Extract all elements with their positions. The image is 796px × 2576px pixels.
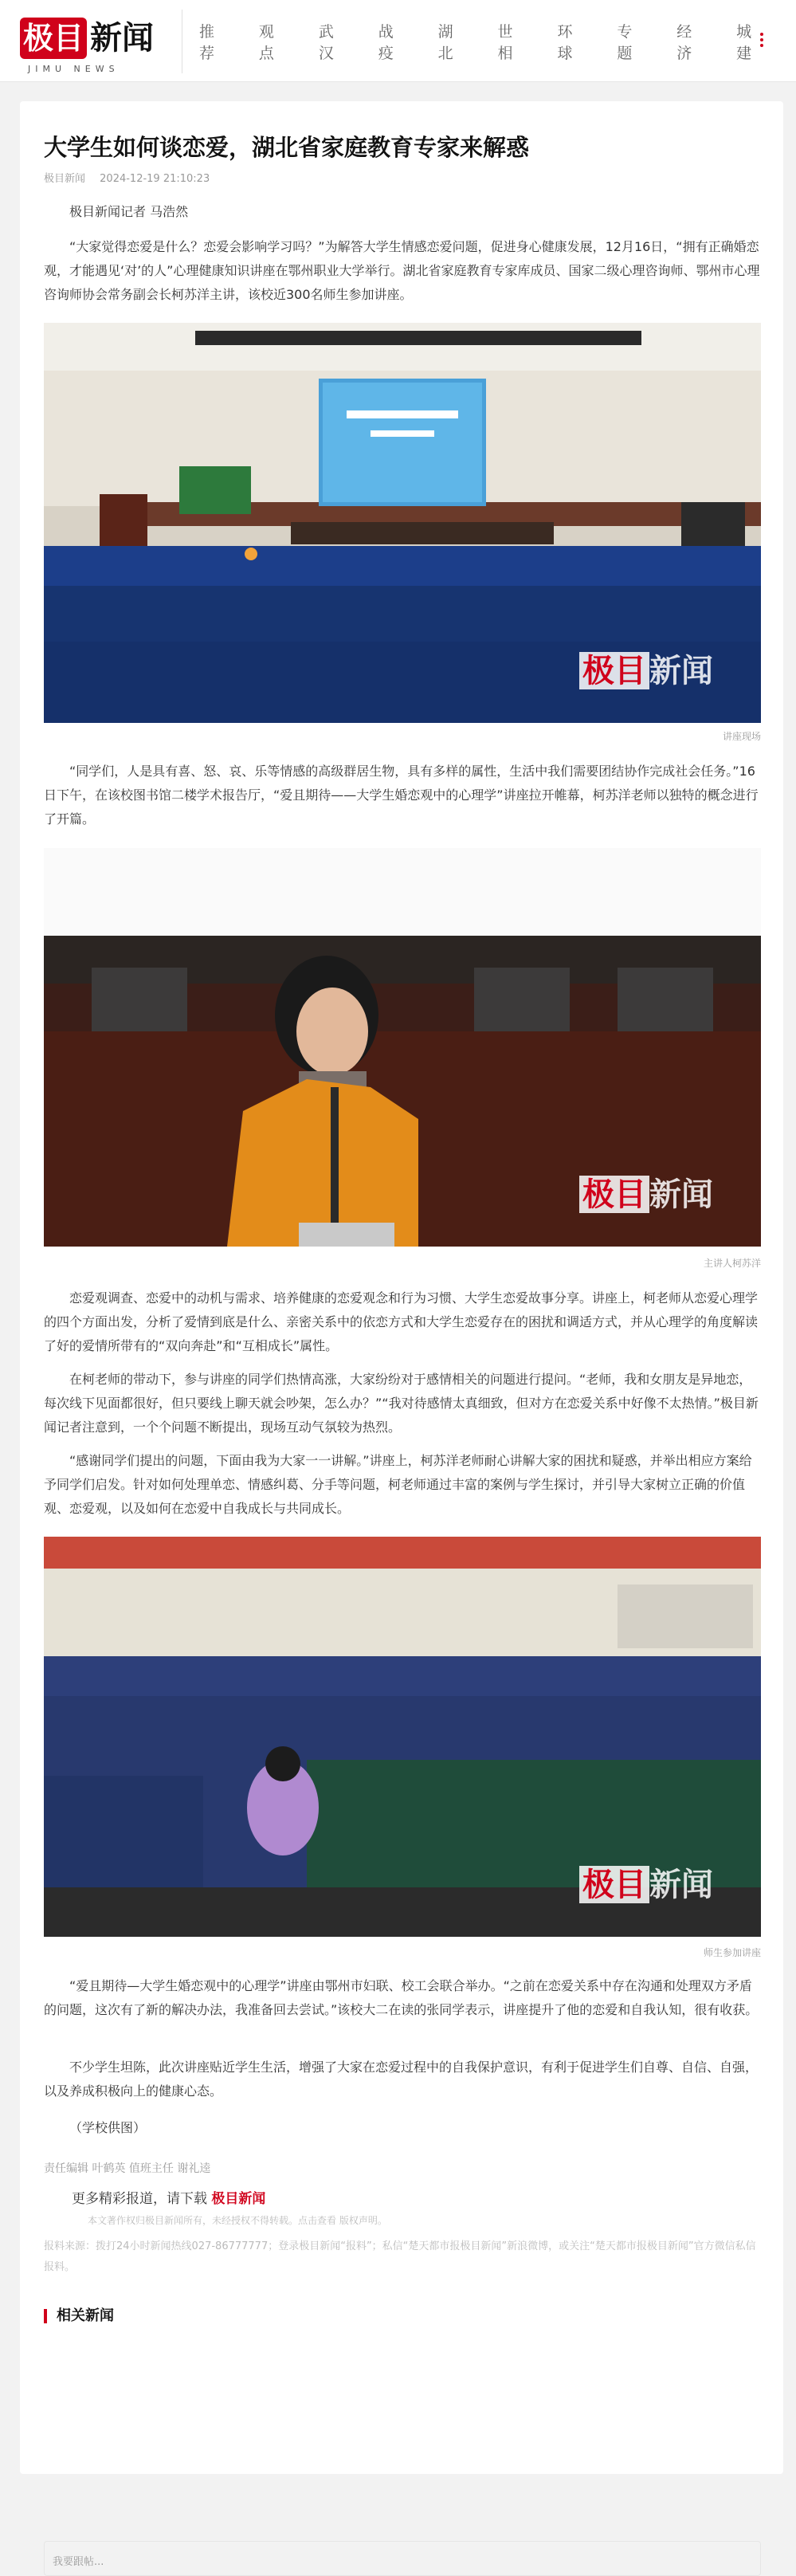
photo-audience	[44, 1537, 761, 1937]
site-logo[interactable]	[20, 18, 171, 73]
article-date: 2024-12-19 21:10:23	[100, 173, 210, 185]
nav-item-recommend[interactable]: 推荐	[199, 22, 215, 62]
article-card	[20, 101, 783, 2568]
nav-item-economy[interactable]: 经济	[676, 22, 692, 62]
nav-item-epidemic[interactable]: 战疫	[378, 22, 394, 62]
article-title: 大学生如何谈恋爱，湖北省家庭教育专家来解惑	[44, 134, 530, 161]
paragraph-6: “爱且期待—大学生婚恋观中的心理学”讲座由鄂州市妇联、校工会联合举办。“之前在恋爱关系中存在沟通和处理双方矛盾的问题，这次有了新的解决办法，我准备回去尝试。”该校大二在读的张同学表示，讲座提升了他的恋爱和自我认知，很有收获。	[44, 1978, 759, 2017]
comment-input[interactable]: 我要跟帖...	[44, 2541, 761, 2576]
nav-item-urban[interactable]: 城建	[736, 22, 752, 62]
watermark: 极目 新闻	[579, 646, 713, 691]
download-promo	[44, 2187, 761, 2278]
nav-item-opinion[interactable]: 观点	[258, 22, 274, 62]
article-meta	[44, 170, 221, 185]
photo-lecture-hall	[44, 323, 761, 723]
nav-item-society[interactable]: 世相	[497, 22, 513, 62]
main-nav	[199, 0, 796, 82]
logo-text: 新闻	[90, 19, 154, 57]
article-source: 极目新闻	[44, 173, 86, 185]
watermark: 极目 新闻	[579, 1169, 713, 1215]
nav-item-wuhan[interactable]: 武汉	[318, 22, 334, 62]
watermark: 极目 新闻	[579, 1859, 713, 1905]
tip-source: 报料来源：拨打24小时新闻热线027-86777777；登录极目新闻“报料”；私信“楚天都市报极目新闻”新浪微博，或关注“楚天都市报极目新闻”官方微信私信报料。	[44, 2240, 756, 2273]
paragraph-7: 不少学生坦陈，此次讲座贴近学生生活，增强了大家在恋爱过程中的自我保护意识，有利于促进学生们自尊、自信、自强，以及养成积极向上的健康心态。	[44, 2060, 759, 2099]
more-reports-line: 更多精彩报道，请下载 极目新闻	[72, 2191, 266, 2207]
paragraph-5: “感谢同学们提出的问题，下面由我为大家一一讲解。”讲座上，柯苏洋老师耐心讲解大家的困扰和疑惑，并举出相应方案给予同学们启发。针对如何处理单恋、情感纠葛、分手等问题，柯老师通过丰富的案例与学生探讨，并引导大家树立正确的价值观、恋爱观，以及如何在恋爱中自我成长与共同成长。	[44, 1453, 752, 1516]
caption-1: 讲座现场	[722, 731, 761, 742]
nav-item-world[interactable]: 环球	[557, 22, 573, 62]
more-menu-icon[interactable]	[754, 30, 770, 54]
photo-speaker	[44, 848, 761, 1247]
app-download-link[interactable]: 极目新闻	[211, 2191, 266, 2207]
paragraph-3: 恋爱观调查、恋爱中的动机与需求、培养健康的恋爱观念和行为习惯、大学生恋爱故事分享。讲座上，柯老师从恋爱心理学的四个方面出发，分析了爱情到底是什么、亲密关系中的依恋方式和大学生恋爱存在的困扰和调适方式，并从心理学的角度解读了好的爱情所带有的“双向奔赴”和“互相成长”属性。	[44, 1290, 759, 1353]
caption-2: 主讲人柯苏洋	[703, 1258, 761, 1269]
caption-3: 师生参加讲座	[703, 1947, 761, 1958]
nav-item-hubei[interactable]: 湖北	[437, 22, 453, 62]
logo-subtitle: JIMU NEWS	[28, 64, 120, 74]
related-news-heading: 相关新闻	[44, 2309, 114, 2323]
editor-credits: 责任编辑 叶鹤英 值班主任 谢礼逵	[44, 2162, 211, 2175]
logo-badge: 极目	[20, 18, 87, 59]
paragraph-1: “大家觉得恋爱是什么？恋爱会影响学习吗？”为解答大学生情感恋爱问题，促进身心健康发展，12月16日，“拥有正确婚恋观，才能遇见‘对’的人”心理健康知识讲座在鄂州职业大学举行。湖北省家庭教育专家库成员、国家二级心理咨询师、鄂州市心理咨询师协会常务副会长柯苏洋主讲，该校近300名师生参加讲座。	[44, 239, 760, 302]
copyright-note: 本文著作权归极目新闻所有，未经授权不得转载。点击查看 版权声明。	[88, 2215, 387, 2226]
paragraph-8: （学校供图）	[69, 2120, 147, 2135]
paragraph-2: “同学们，人是具有喜、怒、哀、乐等情感的高级群居生物，具有多样的属性，生活中我们需要团结协作完成社会任务。”16日下午，在该校图书馆二楼学术报告厅，“爱且期待——大学生婚恋观中的心理学”讲座拉开帷幕，柯苏洋老师以独特的概念进行了开篇。	[44, 764, 759, 827]
paragraph-4: 在柯老师的带动下，参与讲座的同学们热情高涨，大家纷纷对于感情相关的问题进行提问。“老师，我和女朋友是异地恋，每次线下见面都很好，但只要线上聊天就会吵架，怎么办？”“我对待感情太真细致，但对方在恋爱关系中好像不太热情。”极目新闻记者注意到，一个个问题不断提出，现场互动气氛较为热烈。	[44, 1372, 759, 1435]
reporter-line: 极目新闻记者 马浩然	[69, 204, 189, 219]
nav-item-topics[interactable]: 专题	[617, 22, 633, 62]
site-header	[0, 0, 796, 82]
